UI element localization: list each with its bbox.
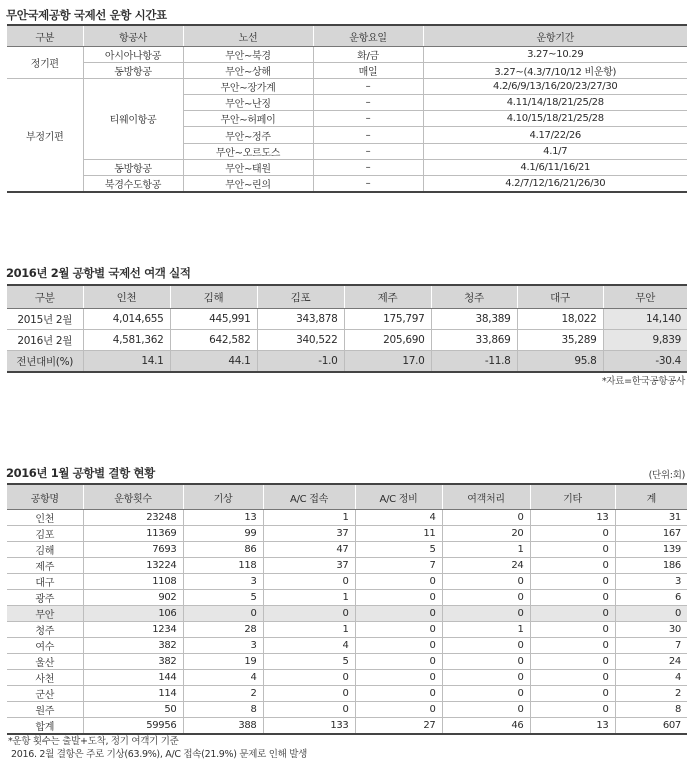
group-cell: 정기편 [7, 47, 83, 79]
days-cell: – [313, 95, 423, 111]
value-cell: 175,797 [344, 309, 431, 330]
value-cell: 382 [83, 638, 183, 654]
route-cell: 무안~장가계 [183, 79, 313, 95]
value-cell: 0 [442, 590, 530, 606]
value-cell: 1108 [83, 574, 183, 590]
route-cell: 무안~오르도스 [183, 143, 313, 159]
passengers-title: 2016년 2월 공항별 국제선 여객 실적 [6, 266, 191, 280]
route-cell: 무안~허페이 [183, 111, 313, 127]
value-cell: 14,140 [603, 309, 687, 330]
value-cell: 382 [83, 654, 183, 670]
days-cell: – [313, 111, 423, 127]
days-cell: – [313, 175, 423, 192]
table-row [7, 351, 687, 373]
row-label: 2016년 2월 [7, 330, 83, 351]
days-cell: – [313, 79, 423, 95]
value-cell: 9,839 [603, 330, 687, 351]
value-cell: 44.1 [170, 351, 257, 373]
value-cell: 4,014,655 [83, 309, 170, 330]
table-row [7, 542, 687, 558]
value-cell: 7 [355, 558, 442, 574]
footnote: 2016. 2월 결항은 주로 기상(63.9%), A/C 접속(21.9%) 문제로 인해 발생 [11, 749, 307, 760]
table-row [7, 510, 687, 526]
header-cell: 계 [615, 484, 687, 510]
value-cell: 13224 [83, 558, 183, 574]
airport-cell: 무안 [7, 606, 83, 622]
table-row [7, 622, 687, 638]
route-cell: 무안~북경 [183, 47, 313, 63]
table-row [7, 654, 687, 670]
period-cell: 4.2/7/12/16/21/26/30 [423, 175, 687, 192]
cancellations-title: 2016년 1월 공항별 결항 현황 [6, 466, 155, 480]
value-cell: 37 [263, 526, 355, 542]
airport-cell: 사천 [7, 670, 83, 686]
airport-cell: 여수 [7, 638, 83, 654]
value-cell: 11 [355, 526, 442, 542]
value-cell: 30 [615, 622, 687, 638]
value-cell: 28 [183, 622, 263, 638]
row-label: 2015년 2월 [7, 309, 83, 330]
header-cell: 대구 [517, 285, 603, 309]
value-cell: 0 [442, 654, 530, 670]
table-row [7, 309, 687, 330]
header-cell: 운항기간 [423, 25, 687, 47]
value-cell: 0 [355, 622, 442, 638]
value-cell: 1234 [83, 622, 183, 638]
value-cell: 0 [442, 686, 530, 702]
airport-cell: 광주 [7, 590, 83, 606]
header-cell: 운항횟수 [83, 484, 183, 510]
value-cell: 19 [183, 654, 263, 670]
header-cell: 기상 [183, 484, 263, 510]
value-cell: 5 [183, 590, 263, 606]
header-cell: 김해 [170, 285, 257, 309]
value-cell: 0 [442, 702, 530, 718]
airline-cell: 동방항공 [83, 63, 183, 79]
value-cell: 0 [263, 574, 355, 590]
value-cell: 33,869 [431, 330, 517, 351]
passengers-table [7, 284, 687, 373]
value-cell: 8 [183, 702, 263, 718]
value-cell: 0 [263, 686, 355, 702]
route-cell: 무안~정주 [183, 127, 313, 143]
value-cell: 118 [183, 558, 263, 574]
table-row [7, 606, 687, 622]
value-cell: 0 [615, 606, 687, 622]
schedule-table [7, 24, 687, 193]
airport-cell: 합계 [7, 718, 83, 735]
value-cell: 0 [355, 702, 442, 718]
value-cell: 0 [355, 670, 442, 686]
value-cell: 0 [355, 590, 442, 606]
table-row [7, 63, 687, 79]
value-cell: 205,690 [344, 330, 431, 351]
table-row [7, 702, 687, 718]
source-note: *자료=한국공항공사 [601, 376, 685, 387]
value-cell: 59956 [83, 718, 183, 735]
group-cell: 부정기편 [7, 79, 83, 192]
value-cell: 17.0 [344, 351, 431, 373]
table-row [7, 175, 687, 192]
value-cell: 13 [530, 510, 615, 526]
airport-cell: 원주 [7, 702, 83, 718]
cancellations-table [7, 483, 687, 735]
airline-cell: 티웨이항공 [83, 79, 183, 159]
value-cell: 4,581,362 [83, 330, 170, 351]
value-cell: 0 [355, 638, 442, 654]
value-cell: 24 [615, 654, 687, 670]
footnote: *운항 횟수는 출발+도착, 정기 여객기 기준 [8, 736, 179, 747]
value-cell: 0 [530, 574, 615, 590]
value-cell: 167 [615, 526, 687, 542]
value-cell: 0 [530, 526, 615, 542]
value-cell: 0 [530, 622, 615, 638]
days-cell: – [313, 143, 423, 159]
value-cell: 133 [263, 718, 355, 735]
value-cell: 4 [615, 670, 687, 686]
value-cell: -1.0 [257, 351, 344, 373]
table-row [7, 330, 687, 351]
value-cell: 2 [183, 686, 263, 702]
value-cell: 46 [442, 718, 530, 735]
route-cell: 무안~린의 [183, 175, 313, 192]
row-label: 전년대비(%) [7, 351, 83, 373]
value-cell: 0 [530, 590, 615, 606]
value-cell: 642,582 [170, 330, 257, 351]
route-cell: 무안~난징 [183, 95, 313, 111]
airport-cell: 인천 [7, 510, 83, 526]
value-cell: 86 [183, 542, 263, 558]
header-cell: 청주 [431, 285, 517, 309]
table-row [7, 47, 687, 63]
value-cell: 902 [83, 590, 183, 606]
value-cell: 0 [263, 670, 355, 686]
period-cell: 4.1/6/11/16/21 [423, 159, 687, 175]
value-cell: 7 [615, 638, 687, 654]
airline-cell: 아시아나항공 [83, 47, 183, 63]
value-cell: 50 [83, 702, 183, 718]
table-row [7, 638, 687, 654]
value-cell: 2 [615, 686, 687, 702]
header-cell: A/C 정비 [355, 484, 442, 510]
value-cell: 23248 [83, 510, 183, 526]
table-row [7, 590, 687, 606]
header-cell: 공항명 [7, 484, 83, 510]
airport-cell: 김포 [7, 526, 83, 542]
table-row [7, 159, 687, 175]
header-cell: 무안 [603, 285, 687, 309]
value-cell: 11369 [83, 526, 183, 542]
value-cell: 5 [355, 542, 442, 558]
unit-label: (단위:회) [648, 470, 685, 481]
header-cell: 노선 [183, 25, 313, 47]
table-row [7, 686, 687, 702]
value-cell: 0 [355, 574, 442, 590]
value-cell: -30.4 [603, 351, 687, 373]
header-cell: 여객처리 [442, 484, 530, 510]
value-cell: 388 [183, 718, 263, 735]
table-row [7, 526, 687, 542]
value-cell: 37 [263, 558, 355, 574]
value-cell: 4 [183, 670, 263, 686]
table-row [7, 670, 687, 686]
value-cell: 35,289 [517, 330, 603, 351]
period-cell: 4.11/14/18/21/25/28 [423, 95, 687, 111]
airport-cell: 김해 [7, 542, 83, 558]
value-cell: 13 [530, 718, 615, 735]
value-cell: 1 [442, 622, 530, 638]
value-cell: 0 [442, 574, 530, 590]
value-cell: 18,022 [517, 309, 603, 330]
table-row [7, 574, 687, 590]
value-cell: 0 [355, 686, 442, 702]
value-cell: 0 [530, 686, 615, 702]
days-cell: – [313, 159, 423, 175]
value-cell: 114 [83, 686, 183, 702]
header-cell: 항공사 [83, 25, 183, 47]
value-cell: 106 [83, 606, 183, 622]
value-cell: 0 [183, 606, 263, 622]
airport-cell: 군산 [7, 686, 83, 702]
value-cell: 3 [615, 574, 687, 590]
value-cell: 0 [530, 638, 615, 654]
value-cell: 139 [615, 542, 687, 558]
header-cell: 제주 [344, 285, 431, 309]
value-cell: 6 [615, 590, 687, 606]
value-cell: 8 [615, 702, 687, 718]
value-cell: 1 [442, 542, 530, 558]
value-cell: 0 [263, 606, 355, 622]
value-cell: 0 [442, 638, 530, 654]
value-cell: 13 [183, 510, 263, 526]
period-cell: 3.27~10.29 [423, 47, 687, 63]
airport-cell: 청주 [7, 622, 83, 638]
value-cell: 27 [355, 718, 442, 735]
value-cell: 0 [355, 606, 442, 622]
value-cell: 0 [442, 510, 530, 526]
airline-cell: 동방항공 [83, 159, 183, 175]
value-cell: 445,991 [170, 309, 257, 330]
value-cell: 0 [355, 654, 442, 670]
header-cell: 기타 [530, 484, 615, 510]
value-cell: 7693 [83, 542, 183, 558]
value-cell: 38,389 [431, 309, 517, 330]
days-cell: 화/금 [313, 47, 423, 63]
schedule-title: 무안국제공항 국제선 운항 시간표 [6, 8, 167, 22]
value-cell: 14.1 [83, 351, 170, 373]
value-cell: 0 [530, 654, 615, 670]
airport-cell: 대구 [7, 574, 83, 590]
value-cell: 3 [183, 638, 263, 654]
value-cell: 1 [263, 590, 355, 606]
period-cell: 4.1/7 [423, 143, 687, 159]
value-cell: 0 [442, 606, 530, 622]
table-row [7, 718, 687, 735]
value-cell: 340,522 [257, 330, 344, 351]
airline-cell: 북경수도항공 [83, 175, 183, 192]
value-cell: 5 [263, 654, 355, 670]
value-cell: 0 [530, 558, 615, 574]
period-cell: 4.2/6/9/13/16/20/23/27/30 [423, 79, 687, 95]
value-cell: 4 [263, 638, 355, 654]
value-cell: 0 [530, 702, 615, 718]
header-cell: 운항요일 [313, 25, 423, 47]
value-cell: 4 [355, 510, 442, 526]
value-cell: 24 [442, 558, 530, 574]
value-cell: 31 [615, 510, 687, 526]
period-cell: 3.27~(4.3/7/10/12 비운항) [423, 63, 687, 79]
header-cell: 인천 [83, 285, 170, 309]
value-cell: 0 [530, 670, 615, 686]
value-cell: 99 [183, 526, 263, 542]
value-cell: 47 [263, 542, 355, 558]
value-cell: 0 [263, 702, 355, 718]
header-cell: A/C 접속 [263, 484, 355, 510]
value-cell: 95.8 [517, 351, 603, 373]
airport-cell: 제주 [7, 558, 83, 574]
value-cell: 1 [263, 622, 355, 638]
value-cell: 144 [83, 670, 183, 686]
value-cell: 607 [615, 718, 687, 735]
days-cell: – [313, 127, 423, 143]
period-cell: 4.17/22/26 [423, 127, 687, 143]
value-cell: 20 [442, 526, 530, 542]
header-cell: 김포 [257, 285, 344, 309]
header-cell: 구분 [7, 285, 83, 309]
airport-cell: 울산 [7, 654, 83, 670]
header-cell: 구분 [7, 25, 83, 47]
value-cell: 343,878 [257, 309, 344, 330]
table-row [7, 79, 687, 95]
period-cell: 4.10/15/18/21/25/28 [423, 111, 687, 127]
route-cell: 무안~태원 [183, 159, 313, 175]
route-cell: 무안~상해 [183, 63, 313, 79]
table-row [7, 558, 687, 574]
value-cell: 0 [442, 670, 530, 686]
days-cell: 매일 [313, 63, 423, 79]
value-cell: 186 [615, 558, 687, 574]
value-cell: 1 [263, 510, 355, 526]
value-cell: 3 [183, 574, 263, 590]
value-cell: -11.8 [431, 351, 517, 373]
value-cell: 0 [530, 542, 615, 558]
value-cell: 0 [530, 606, 615, 622]
